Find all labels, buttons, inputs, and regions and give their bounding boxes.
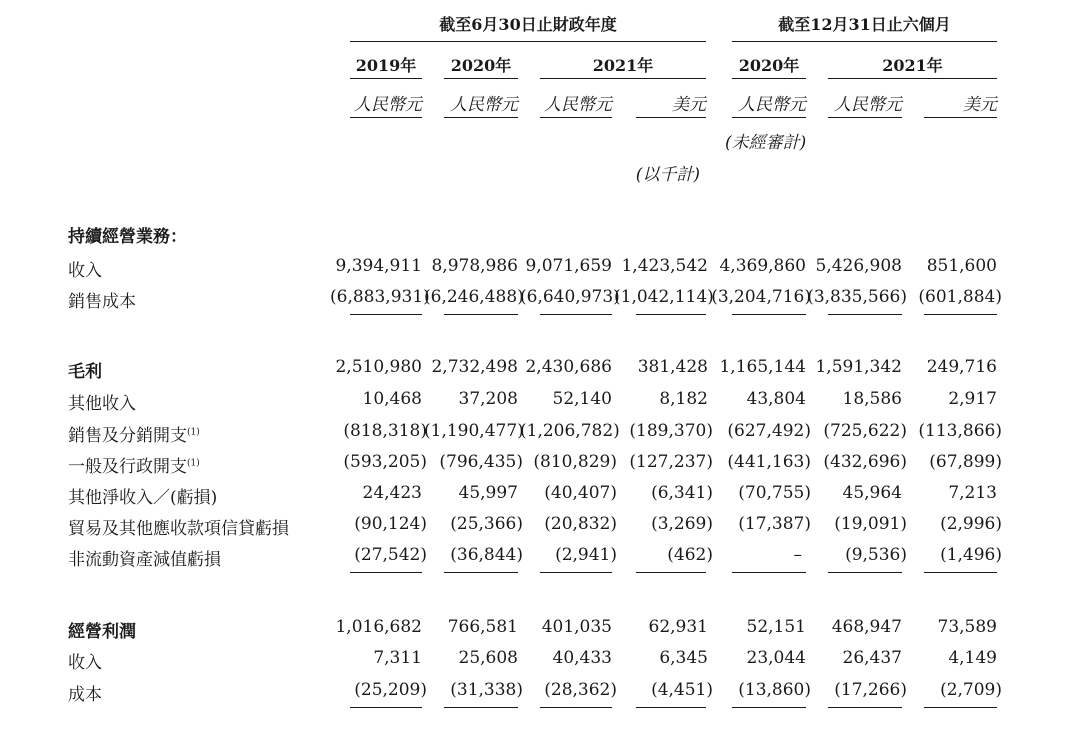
row-value: 8,978,986	[431, 256, 518, 276]
subtotal-rule	[350, 314, 422, 315]
row-label-text: 銷售及分銷開支	[68, 426, 187, 446]
row-label: 貿易及其他應收款項信貸虧損	[68, 519, 289, 539]
subtotal-rule	[732, 314, 806, 315]
header-rule	[924, 117, 997, 118]
row-value: 1,165,144	[719, 357, 806, 377]
subtotal-rule	[828, 572, 902, 573]
row-value: (6,246,488)	[424, 287, 524, 307]
header-rule	[828, 117, 902, 118]
row-label: 其他收入	[68, 394, 136, 414]
header-rule	[540, 117, 612, 118]
row-value: 851,600	[926, 256, 997, 276]
header-rule	[444, 78, 518, 79]
total-rule	[540, 707, 612, 708]
year-header: 2019年	[355, 56, 417, 75]
row-value: 766,581	[447, 617, 518, 637]
subtotal-rule	[924, 572, 997, 573]
subtotal-rule	[732, 572, 806, 573]
subtotal-rule	[540, 572, 612, 573]
row-label: 銷售成本	[68, 292, 136, 312]
row-value: (17,387)	[738, 514, 811, 534]
row-value: 18,586	[842, 389, 902, 409]
row-value: (810,829)	[533, 452, 617, 472]
row-label: 成本	[68, 685, 102, 705]
row-value: (462)	[667, 545, 713, 565]
currency-header: 人民幣元	[544, 95, 612, 115]
row-value: 25,608	[458, 648, 518, 668]
header-group-six-months: 截至12月31日止六個月	[778, 15, 951, 34]
row-value: 2,430,686	[525, 357, 612, 377]
row-value: (1,206,782)	[520, 421, 620, 441]
footnote-marker: (1)	[187, 458, 200, 469]
row-value: 24,423	[362, 483, 422, 503]
row-value: 73,589	[937, 617, 997, 637]
row-value: (796,435)	[439, 452, 523, 472]
row-label-text: 一般及行政開支	[68, 457, 187, 477]
row-value: (593,205)	[343, 452, 427, 472]
row-value: 1,591,342	[815, 357, 902, 377]
currency-header: 美元	[963, 95, 997, 115]
subtotal-rule	[924, 314, 997, 315]
header-rule	[732, 117, 806, 118]
row-label: 經營利潤	[68, 622, 136, 642]
row-value: 9,394,911	[335, 256, 422, 276]
subtotal-rule	[540, 314, 612, 315]
row-value: (36,844)	[450, 545, 523, 565]
header-rule	[732, 78, 806, 79]
row-value: –	[793, 545, 802, 565]
row-value: (90,124)	[354, 514, 427, 534]
header-rule	[350, 41, 706, 42]
row-value: 249,716	[926, 357, 997, 377]
subtotal-rule	[636, 314, 706, 315]
row-label: 收入	[68, 261, 102, 281]
row-value: (3,204,716)	[711, 287, 811, 307]
row-value: (67,899)	[929, 452, 1002, 472]
header-rule	[540, 78, 706, 79]
currency-header: 美元	[672, 95, 706, 115]
header-rule	[636, 117, 706, 118]
row-value: 8,182	[659, 389, 708, 409]
row-value: (25,366)	[450, 514, 523, 534]
row-value: (627,492)	[727, 421, 811, 441]
row-value: (19,091)	[834, 514, 907, 534]
total-rule	[636, 707, 706, 708]
row-value: 2,917	[948, 389, 997, 409]
row-value: (432,696)	[823, 452, 907, 472]
unaudited-note: (未經審計)	[725, 133, 807, 153]
row-value: (441,163)	[727, 452, 811, 472]
header-rule	[350, 78, 422, 79]
row-value: (1,496)	[940, 545, 1002, 565]
row-value: (3,269)	[651, 514, 713, 534]
row-value: 10,468	[362, 389, 422, 409]
row-value: 9,071,659	[525, 256, 612, 276]
row-value: 62,931	[648, 617, 708, 637]
row-value: 401,035	[541, 617, 612, 637]
currency-header: 人民幣元	[834, 95, 902, 115]
header-rule	[350, 117, 422, 118]
year-header: 2021年	[592, 56, 654, 75]
row-value: 2,510,980	[335, 357, 422, 377]
total-rule	[444, 707, 518, 708]
row-value: 23,044	[746, 648, 806, 668]
row-value: 37,208	[458, 389, 518, 409]
row-value: 4,369,860	[719, 256, 806, 276]
row-value: 2,732,498	[431, 357, 518, 377]
subtotal-rule	[444, 572, 518, 573]
row-value: (725,622)	[823, 421, 907, 441]
row-value: (2,996)	[940, 514, 1002, 534]
currency-header: 人民幣元	[738, 95, 806, 115]
row-value: 6,345	[659, 648, 708, 668]
header-rule	[732, 41, 997, 42]
row-value: (20,832)	[544, 514, 617, 534]
total-rule	[350, 707, 422, 708]
row-value: (9,536)	[845, 545, 907, 565]
row-label	[68, 452, 200, 477]
row-value: (127,237)	[629, 452, 713, 472]
year-header: 2020年	[450, 56, 512, 75]
year-header: 2020年	[738, 56, 800, 75]
row-value: (1,042,114)	[614, 287, 714, 307]
row-value: (4,451)	[651, 680, 713, 700]
row-value: (28,362)	[544, 680, 617, 700]
row-value: (189,370)	[629, 421, 713, 441]
row-value: (601,884)	[918, 287, 1002, 307]
total-rule	[732, 707, 806, 708]
row-value: 45,964	[842, 483, 902, 503]
currency-header: 人民幣元	[450, 95, 518, 115]
row-value: 7,311	[373, 648, 422, 668]
row-value: 7,213	[948, 483, 997, 503]
header-rule	[828, 78, 997, 79]
row-value: 381,428	[637, 357, 708, 377]
year-header: 2021年	[882, 56, 943, 75]
row-label: 其他淨收入／(虧損)	[68, 488, 218, 508]
row-value: 1,016,682	[335, 617, 422, 637]
row-value: 1,423,542	[621, 256, 708, 276]
row-value: 26,437	[842, 648, 902, 668]
currency-header: 人民幣元	[354, 95, 422, 115]
subtotal-rule	[828, 314, 902, 315]
header-group-fiscal-year: 截至6月30日止財政年度	[439, 15, 617, 34]
row-value: (13,860)	[738, 680, 811, 700]
row-value: 468,947	[831, 617, 902, 637]
section-title: 持續經營業務：	[68, 227, 187, 247]
row-value: 43,804	[746, 389, 806, 409]
row-value: 5,426,908	[815, 256, 902, 276]
row-value: (6,640,973)	[520, 287, 620, 307]
row-value: 52,140	[552, 389, 612, 409]
row-value: 45,997	[458, 483, 518, 503]
row-value: (113,866)	[918, 421, 1002, 441]
row-value: (31,338)	[450, 680, 523, 700]
row-value: (25,209)	[354, 680, 427, 700]
row-value: (2,709)	[940, 680, 1002, 700]
subtotal-rule	[636, 572, 706, 573]
row-value: (6,883,931)	[330, 287, 430, 307]
row-value: 40,433	[552, 648, 612, 668]
total-rule	[828, 707, 902, 708]
row-value: (1,190,477)	[424, 421, 524, 441]
total-rule	[924, 707, 997, 708]
row-label	[68, 421, 200, 446]
footnote-marker: (1)	[187, 427, 200, 438]
row-label: 收入	[68, 653, 102, 673]
row-value: (70,755)	[738, 483, 811, 503]
subtotal-rule	[350, 572, 422, 573]
row-value: (818,318)	[343, 421, 427, 441]
row-value: (3,835,566)	[807, 287, 907, 307]
subtotal-rule	[444, 314, 518, 315]
row-value: 52,151	[746, 617, 806, 637]
row-value: 4,149	[948, 648, 997, 668]
row-value: (40,407)	[544, 483, 617, 503]
row-value: (6,341)	[651, 483, 713, 503]
row-value: (17,266)	[834, 680, 907, 700]
row-label: 非流動資產減值虧損	[68, 550, 221, 570]
row-label: 毛利	[68, 362, 102, 382]
thousands-note: (以千計)	[635, 165, 700, 185]
header-rule	[444, 117, 518, 118]
row-value: (2,941)	[555, 545, 617, 565]
row-value: (27,542)	[354, 545, 427, 565]
